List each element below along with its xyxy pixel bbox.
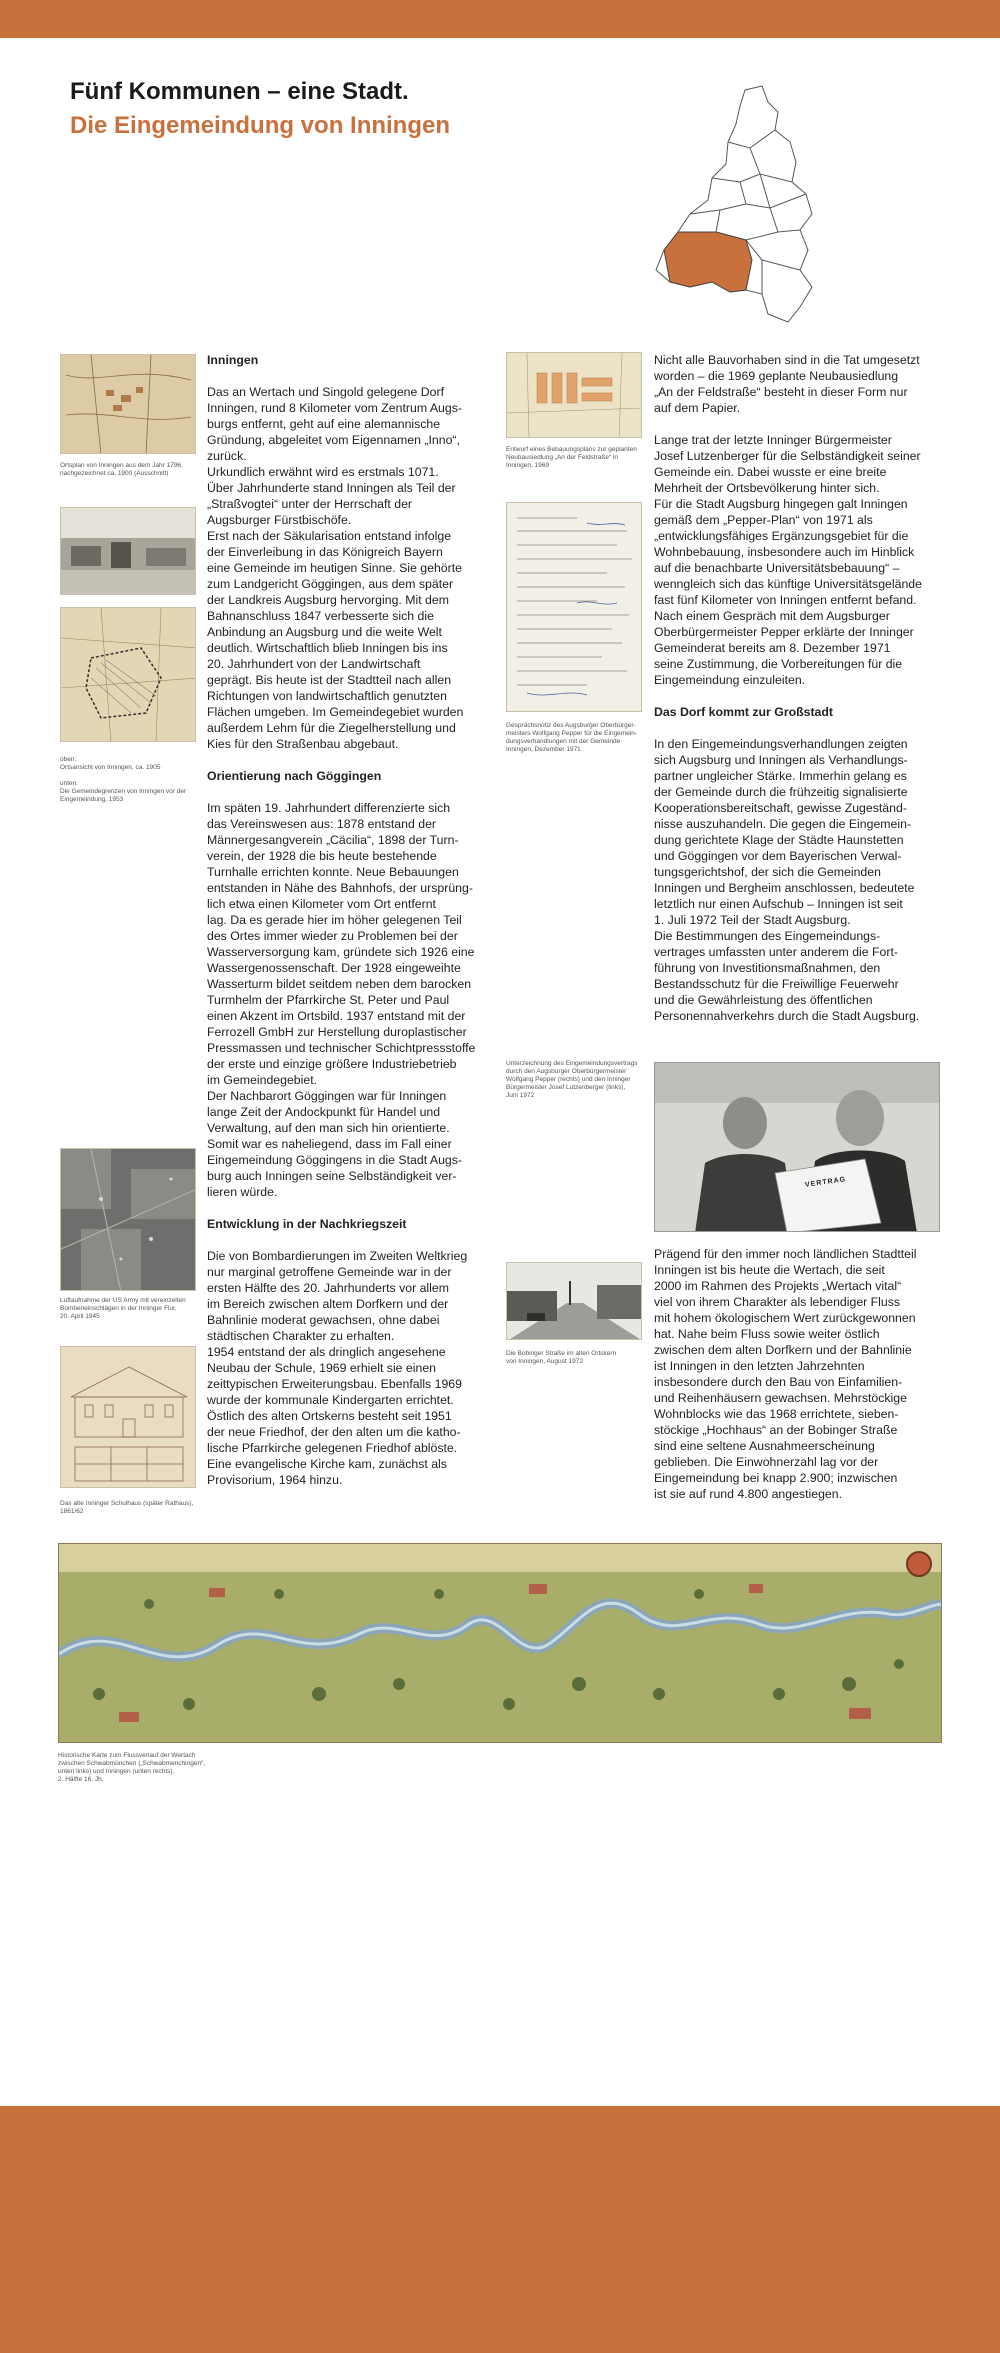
caption-line: Unterzeichnung des Eingemeindungsvertrags bbox=[506, 1060, 638, 1067]
section-text-orientierung: Im späten 19. Jahrhundert differenzierte sich das Vereinswesen aus: 1878 entstand der Männergesangverein „Cäcilia“, 1898 der Turn- verein, der 1928 die bis heute bestehende Turnhalle errichten konnte. Neue Bebauungen entstanden in Nähe des Bahnhofs, der ursprüng- lich etwa einen Kilometer vom Ort entfernt lag. Da es gerade hier im höher gelegenen Teil des Ortes immer wieder zu Problemen bei der Wasserversorgung kam, gründete sich 1926 eine Wassergenossenschaft. Der 1928 eingeweihte Wasserturm bildet seitdem neben dem barocken Turmhelm der Pfarrkirche St. Peter und Paul einen Akzent im Ortsbild. 1937 entstand mit der Ferrozell GmbH zur Herstellung duroplastischer Pressmassen und technischer Schichtpressstoffe der erste und einzige größere Industriebetrieb im Gemeindegebiet. Der Nachbarort Göggingen war für Inningen lange Zeit der Andockpunkt für Handel und Verwaltung, auf den man sich hin orientierte. Somit war es naheliegend, dass im Fall einer Eingemeindung Göggingens in die Stadt Augs- burg auch Inningen seine Selbständigkeit ver- lieren würde. bbox=[207, 801, 476, 1199]
caption-line: Luftaufnahme der US Army mit vereinzelten bbox=[60, 1297, 186, 1304]
old-schoolhouse-drawing bbox=[60, 1346, 196, 1488]
section-text-grossstadt: In den Eingemeindungsverhandlungen zeigten sich Augsburg und Inningen als Verhandlungs- partner ungleicher Stärke. Immerhin gelang es der Gemeinde durch die frühzeitig signalisierte Kooperationsbereitschaft, gewisse Zugeständ- nisse auszuhandeln. Die gegen die Eingemein- dung gerichtete Klage der Städte Haunstetten und Göggingen vor dem Bayerischen Verwal- tungsgerichtshof, der sich die Gemeinden Inningen und Bergheim anschlossen, bedeutete letztlich nur einen Aufschub – Inningen ist seit 1. Juli 1972 Teil der Stadt Augsburg. Die Bestimmungen des Eingemeindungs- vertrages umfassten unter anderem die Fort- führung von Investitionsmaßnahmen, den Bestandsschutz für die Freiwillige Feuerwehr und die Gewährleistung des öffentlichen Personennahverkehrs durch die Stadt Augsburg. bbox=[654, 737, 920, 1023]
caption-line: Ortsplan von Inningen aus dem Jahr 1796, bbox=[60, 462, 183, 469]
text-lutzenberger: Lange trat der letzte Inninger Bürgermeister Josef Lutzenberger für die Selbständigkeit seiner Gemeinde ein. Dabei wusste er eine breite Mehrheit der Ortsbevölkerung hinter sich. Für die Stadt Augsburg hingegen galt Inningen gemäß dem „Pepper-Plan“ von 1971 als „entwicklungsfähiges Ergänzungsgebiet für die Wohnbebauung, insbesondere auch im Hinblick auf die benachbarte Universitätsbebauung“ – wenngleich sich das künftige Universitätsgelände fast fünf Kilometer von Inningen entfernt befand. Nach einem Gespräch mit dem Augsburger Oberbürgermeister Pepper erklärte der Inninger Gemeinderat bereits am 8. Dezember 1971 seine Zustimmung, die Vorbereitungen für die Eingemeindung einzuleiten. bbox=[654, 433, 922, 687]
page-title: Fünf Kommunen – eine Stadt. bbox=[70, 78, 409, 105]
caption-contract-signing bbox=[506, 1060, 646, 1100]
section-heading-grossstadt: Das Dorf kommt zur Großstadt bbox=[654, 705, 834, 719]
caption-line: durch den Augsburger Oberbürgermeister bbox=[506, 1068, 627, 1075]
caption-line: Inningen, 1969 bbox=[506, 462, 550, 469]
caption-line: unten: bbox=[60, 780, 79, 787]
caption-line: Eingemeindung, 1953 bbox=[60, 796, 124, 803]
inningen-highlight bbox=[664, 232, 752, 292]
top-accent-band bbox=[0, 0, 1000, 38]
caption-development-plan bbox=[506, 446, 646, 470]
historic-village-plan-image bbox=[60, 354, 196, 454]
meeting-note-document bbox=[506, 502, 642, 712]
caption-line: Bombeneinschlägen in der Inninger Flur, bbox=[60, 1305, 177, 1312]
historic-river-map-image bbox=[58, 1543, 942, 1743]
contract-signing-photo bbox=[654, 1062, 940, 1232]
caption-aerial-photo bbox=[60, 1297, 200, 1321]
section-heading-nachkrieg: Entwicklung in der Nachkriegszeit bbox=[207, 1217, 407, 1231]
caption-line: 20. April 1945 bbox=[60, 1313, 100, 1320]
caption-line: Die Gemeindegrenzen von Inningen vor der bbox=[60, 788, 187, 795]
caption-line: Wolfgang Pepper (rechts) und den Inninger bbox=[506, 1076, 631, 1083]
aerial-photo-1945 bbox=[60, 1148, 196, 1291]
right-text-column-top bbox=[654, 352, 950, 1024]
caption-line: von Inningen, August 1972 bbox=[506, 1358, 583, 1365]
contract-document-title: VERTRAG bbox=[804, 1176, 847, 1189]
village-view-photo bbox=[60, 507, 196, 595]
text-wertach: Prägend für den immer noch ländlichen Stadtteil Inningen ist bis heute die Wertach, die seit 2000 im Rahmen des Projekts „Wertach vital“ viel von ihrem Charakter als lebendiger Fluss mit hohem ökologischem Wert zurückgewonnen hat. Nahe beim Fluss sowie weiter östlich zwischen dem alten Dorfkern und der Bahnlinie ist Inningen in den letzten Jahrzehnten insbesondere durch den Bau von Einfamilien- und Reihenhäusern gewachsen. Mehrstöckige Wohnblocks wie das 1968 errichtete, sieben- stöckige „Hochhaus“ an der Bobinger Straße sind eine seltene Ausnahmeerscheinung geblieben. Die Einwohnerzahl lag vor der Eingemeindung bei knapp 2.900; inzwischen ist sie auf rund 4.800 angestiegen. bbox=[654, 1247, 917, 1501]
caption-schoolhouse bbox=[60, 1500, 200, 1516]
caption-line: dungsverhandlungen mit der Gemeinde bbox=[506, 738, 621, 745]
development-plan-image bbox=[506, 352, 642, 438]
caption-meeting-note bbox=[506, 722, 646, 754]
caption-line: Neubausiedlung „An der Feldstraße“ in bbox=[506, 454, 619, 461]
caption-line: unten links) und Inningen (unten rechts), bbox=[58, 1768, 175, 1775]
caption-line: 1861/62 bbox=[60, 1508, 84, 1515]
caption-line: meisters Wolfgang Pepper für die Eingemein- bbox=[506, 730, 638, 737]
section-heading-inningen: Inningen bbox=[207, 353, 259, 367]
municipal-borders-map-image bbox=[60, 607, 196, 742]
caption-line: Das alte Inninger Schulhaus (später Rathaus), bbox=[60, 1500, 194, 1507]
caption-line: zwischen Schwabmünchen („Schwabmenchingen“, bbox=[58, 1760, 206, 1767]
caption-village-plan bbox=[60, 462, 200, 478]
caption-line: Historische Karte zum Flussverlauf der Wertach bbox=[58, 1752, 196, 1759]
caption-line: Ortsansicht von Inningen, ca. 1905 bbox=[60, 764, 161, 771]
caption-line: oben: bbox=[60, 756, 77, 763]
caption-line: 2. Hälfte 16. Jh. bbox=[58, 1776, 104, 1783]
bottom-accent-band bbox=[0, 2106, 1000, 2353]
caption-street-photo bbox=[506, 1350, 646, 1366]
district-map bbox=[650, 82, 830, 327]
section-heading-orientierung: Orientierung nach Göggingen bbox=[207, 769, 382, 783]
right-text-column-bottom bbox=[654, 1246, 950, 1502]
caption-line: Gesprächsnotiz des Augsburger Oberbürger- bbox=[506, 722, 636, 729]
caption-village-view bbox=[60, 756, 200, 772]
caption-line: Inningen, Dezember 1971 bbox=[506, 746, 581, 753]
caption-line: Juni 1972 bbox=[506, 1092, 535, 1099]
section-text-nachkrieg: Die von Bombardierungen im Zweiten Weltkrieg nur marginal getroffene Gemeinde war in der ersten Hälfte des 20. Jahrhunderts vor allem im Bereich zwischen altem Dorfkern und der Bahnlinie moderat gewachsen, ohne dabei städtischen Charakter zu erhalten. 1954 entstand der als dringlich angesehene Neubau der Schule, 1969 erhielt sie einen zeittypischen Erweiterungsbau. Ebenfalls 1969 wurde der kommunale Kindergarten errichtet. Östlich des alten Ortskerns besteht seit 1951 der neue Friedhof, der den alten um die katho- lische Pfarrkirche gelegenen Friedhof ablöste. Eine evangelische Kirche kam, zunächst als Provisorium, 1964 hinzu. bbox=[207, 1249, 468, 1487]
caption-borders-map bbox=[60, 780, 200, 804]
caption-line: Bürgermeister Josef Lutzenberger (links), bbox=[506, 1084, 626, 1091]
caption-line: Die Bobinger Straße im alten Ortskern bbox=[506, 1350, 617, 1357]
middle-text-column bbox=[207, 352, 497, 1488]
street-photo-1972 bbox=[506, 1262, 642, 1340]
section-text-inningen: Das an Wertach und Singold gelegene Dorf Inningen, rund 8 Kilometer vom Zentrum Augs- burgs entfernt, geht auf eine alemannische Gründung, abgeleitet vom Eigennamen „Inno“, zurück. Urkundlich erwähnt wird es erstmals 1071. Über Jahrhunderte stand Inningen als Teil der „Straßvogtei“ unter der Herrschaft der Augsburger Fürstbischöfe. Erst nach der Säkularisation entstand infolge der Einverleibung in das Königreich Bayern eine Gemeinde im heutigen Sinne. Sie gehörte zum Landgericht Göggingen, aus dem später der Landkreis Augsburg hervorging. Mit dem Bahnanschluss 1847 verbesserte sich die Anbindung an Augsburg und die weite Welt deutlich. Wirtschaftlich blieb Inningen bis ins 20. Jahrhundert von der Landwirtschaft geprägt. Bis heute ist der Stadtteil nach allen Richtungen von landwirtschaftlich genutzten Flächen umgeben. Im Gemeindegebiet wurden außerdem Lehm für die Ziegelherstellung und Kies für den Straßenbau abgebaut. bbox=[207, 385, 464, 751]
text-feldstrasse: Nicht alle Bauvorhaben sind in die Tat umgesetzt worden – die 1969 geplante Neubausiedlung „An der Feldstraße“ besteht in dieser Form nur auf dem Papier. bbox=[654, 353, 920, 415]
page-subtitle: Die Eingemeindung von Inningen bbox=[70, 112, 451, 139]
caption-line: nachgezeichnet ca. 1900 (Ausschnitt) bbox=[60, 470, 169, 477]
caption-river-map bbox=[58, 1752, 258, 1784]
caption-line: Entwurf eines Bebauungsplans zur geplanten bbox=[506, 446, 637, 453]
